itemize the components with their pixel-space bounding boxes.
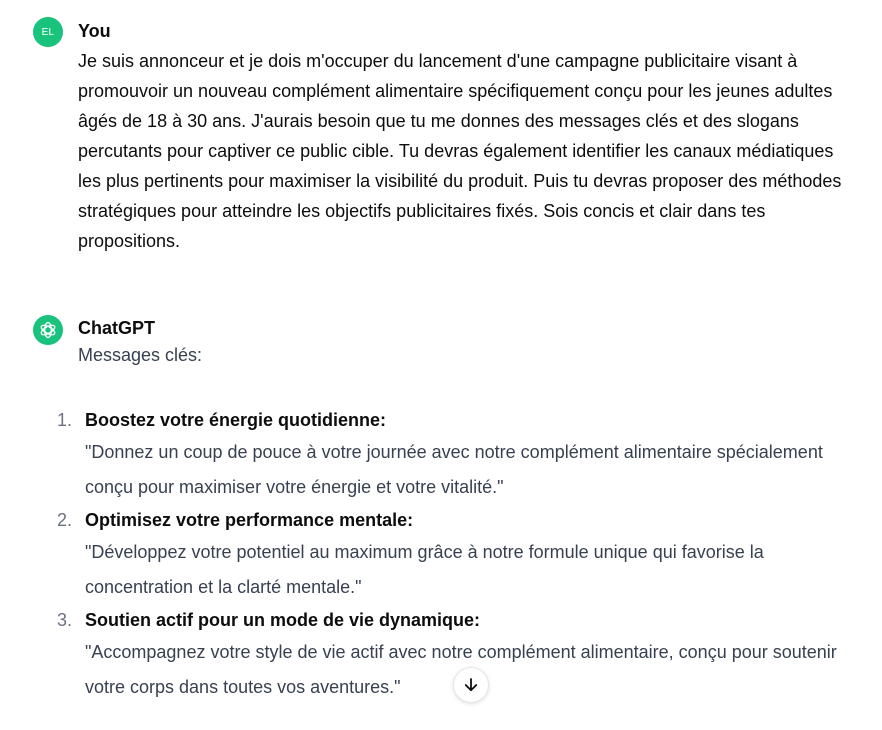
assistant-author-name: ChatGPT [78,318,156,338]
key-messages-list [0,405,882,705]
openai-logo-icon [38,320,58,340]
list-item-title: Optimisez votre performance mentale: [85,510,414,530]
user-author-name: You [78,21,111,41]
user-message-text: Je suis annonceur et je dois m'occuper du lancement d'une campagne publicitaire visant à promouvoir un nouveau complément alimentaire spécifiquement conçu pour les jeunes adultes âgés de 18 à 30 ans. J'aurais besoin que tu me donnes des messages clés et des slogans percutants pour captiver ce public cible. Tu devras également identifier les canaux médiatiques les plus pertinents pour maximiser la visibilité du produit. Puis tu devras proposer des méthodes stratégiques pour atteindre les objectifs publicitaires fixés. Sois concis et clair dans tes propositions. [78,51,842,251]
assistant-intro: Messages clés: [78,345,203,365]
list-item [0,605,845,705]
list-item-quote: "Développez votre potentiel au maximum grâce à notre formule unique qui favorise la concentration et la clarté mentale." [85,542,764,597]
list-item-number: 1. [57,410,73,430]
list-item [0,505,845,605]
list-item [0,405,845,505]
list-item-title: Boostez votre énergie quotidienne: [85,410,387,430]
list-item-quote: "Accompagnez votre style de vie actif avec notre complément alimentaire, conçu pour soutenir votre corps dans toutes vos aventures." [85,642,837,697]
arrow-down-icon [462,676,480,694]
assistant-avatar [33,315,63,345]
scroll-to-bottom-button[interactable] [453,667,489,703]
list-item-quote: "Donnez un coup de pouce à votre journée avec notre complément alimentaire spécialement conçu pour maximiser votre énergie et votre vitalité." [85,442,823,497]
list-item-number: 3. [57,610,73,630]
list-item-title: Soutien actif pour un mode de vie dynamique: [85,610,481,630]
list-item-number: 2. [57,510,73,530]
user-avatar-initials: EL [41,26,55,38]
